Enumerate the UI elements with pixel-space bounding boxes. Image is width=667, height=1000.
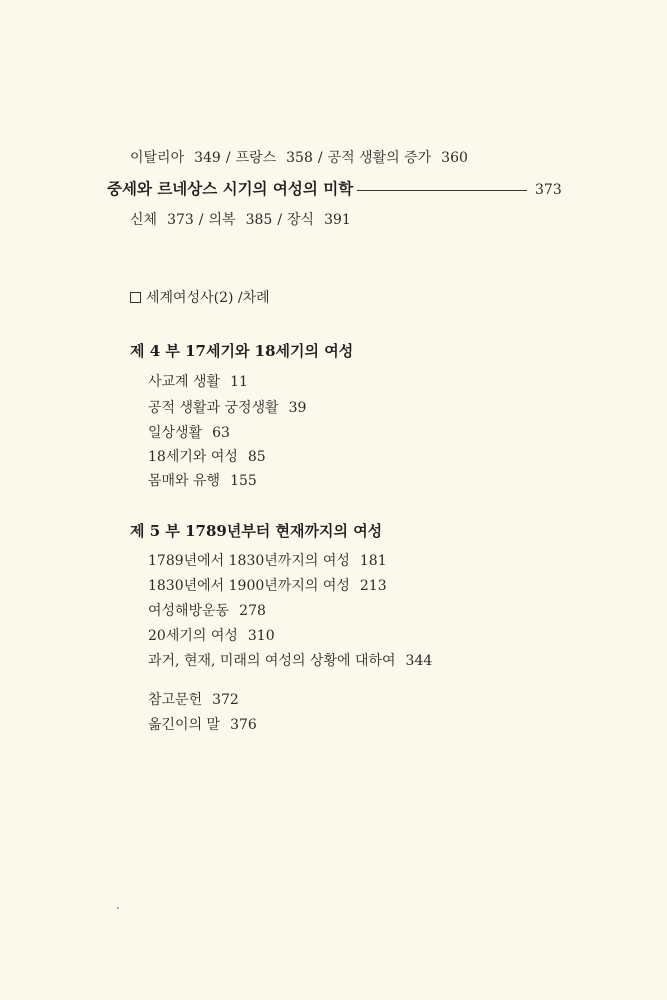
toc-item xyxy=(148,373,248,391)
toc-item xyxy=(148,399,306,417)
toc-entry-title: 1830년에서 1900년까지의 여성 xyxy=(148,578,350,594)
toc-entry-title: 일상생활 xyxy=(148,425,203,441)
toc-page-number: 278 xyxy=(239,603,266,619)
toc-entry-title: 공적 생활의 증가 xyxy=(327,150,432,166)
toc-page-number: 372 xyxy=(212,692,239,708)
toc-page-number: 181 xyxy=(359,553,387,569)
toc-page-number: 358 xyxy=(286,150,313,166)
toc-entry-title: 장식 xyxy=(287,212,315,228)
toc-page-number: 385 xyxy=(245,212,273,228)
toc-page-number: 349 xyxy=(194,150,221,166)
toc-page-number: 39 xyxy=(288,400,307,416)
toc-entry-title: 20세기의 여성 xyxy=(148,628,238,644)
toc-item xyxy=(148,424,230,442)
checkbox-square-icon xyxy=(130,292,141,303)
toc-item xyxy=(148,627,275,645)
part4-heading: 제 4 부 17세기와 18세기의 여성 xyxy=(130,342,354,360)
chapter-title: 중세와 르네상스 시기의 여성의 미학 xyxy=(107,179,354,198)
toc-page-number: 360 xyxy=(441,150,468,166)
toc-page-number: 373 xyxy=(167,212,194,228)
toc-entry-title: 1789년에서 1830년까지의 여성 xyxy=(148,553,350,569)
toc-item xyxy=(148,472,257,490)
toc-page-number: 155 xyxy=(230,473,257,489)
toc-entry-title: 의복 xyxy=(208,212,236,228)
toc-entry-title: 프랑스 xyxy=(235,150,277,166)
toc-entry-title: 몸매와 유행 xyxy=(148,473,221,489)
toc-item xyxy=(148,577,387,595)
toc-item xyxy=(148,552,387,570)
toc-page-number: 310 xyxy=(247,628,275,644)
toc-item xyxy=(148,448,266,466)
toc-item xyxy=(148,602,266,620)
part5-heading: 제 5 부 1789년부터 현재까지의 여성 xyxy=(130,522,383,540)
toc-entry-title: 옮긴이의 말 xyxy=(148,717,221,733)
toc-subline-chapter: 신체 373 / 의복 385 / 장식 391 xyxy=(130,212,351,228)
volume-heading-text: 세계여성사(2) /차례 xyxy=(146,290,270,306)
chapter-page-number: 373 xyxy=(535,182,562,198)
toc-page-number: 63 xyxy=(212,425,230,441)
paper-speck xyxy=(117,907,119,909)
toc-page-number: 213 xyxy=(359,578,387,594)
toc-entry-title: 참고문헌 xyxy=(148,692,203,708)
toc-entry-title: 18세기와 여성 xyxy=(148,449,238,465)
leader-line xyxy=(357,190,527,191)
toc-item-appendix xyxy=(148,691,239,709)
toc-entry-title: 사교계 생활 xyxy=(148,374,221,390)
volume-heading xyxy=(130,289,270,307)
toc-entry-title: 이탈리아 xyxy=(130,150,185,166)
toc-page-number: 344 xyxy=(405,653,433,669)
toc-entry-title: 신체 xyxy=(130,212,158,228)
toc-page-number: 391 xyxy=(324,212,351,228)
toc-page-number: 376 xyxy=(230,717,257,733)
toc-item-appendix xyxy=(148,716,257,734)
toc-entry-title: 공적 생활과 궁정생활 xyxy=(148,400,279,416)
toc-subline-top: 이탈리아 349 / 프랑스 358 / 공적 생활의 증가 360 xyxy=(130,150,468,166)
toc-page-number: 11 xyxy=(230,374,248,390)
toc-entry-title: 여성해방운동 xyxy=(148,603,230,619)
toc-page-number: 85 xyxy=(247,449,266,465)
toc-entry-title: 과거, 현재, 미래의 여성의 상황에 대하여 xyxy=(148,653,396,669)
toc-item xyxy=(148,652,432,670)
